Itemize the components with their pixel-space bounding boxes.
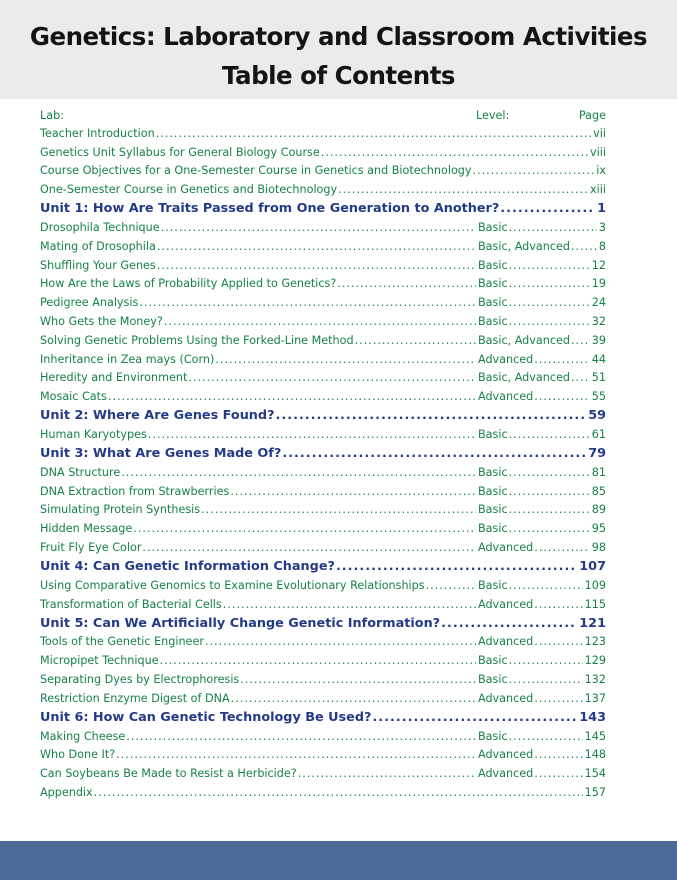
dot-leader — [570, 334, 590, 347]
page-number: viii — [590, 145, 606, 159]
entry-title-leader — [40, 277, 476, 290]
entry-level-leader — [478, 767, 606, 780]
page-number: 1 — [597, 201, 606, 217]
entry-level-leader — [478, 277, 606, 290]
dot-leader — [533, 353, 589, 366]
lab-entry-row[interactable] — [40, 463, 606, 482]
level-label: Basic — [478, 465, 508, 479]
entry-title-leader — [40, 164, 606, 177]
entry-title: Micropipet Technique — [40, 654, 159, 668]
dot-leader — [472, 164, 595, 177]
entry-title-leader — [40, 748, 476, 761]
dot-leader — [214, 353, 476, 366]
entry-title-leader — [40, 201, 606, 216]
entry-title-leader — [40, 485, 476, 498]
entry-title-leader — [40, 259, 476, 272]
entry-title: Simulating Protein Synthesis — [40, 503, 201, 517]
entry-title-leader — [40, 146, 606, 159]
entry-level-leader — [478, 334, 606, 347]
level-label: Basic, Advanced — [478, 371, 570, 385]
dot-leader — [508, 730, 583, 743]
page-number: 8 — [598, 239, 606, 253]
unit-heading-row[interactable] — [40, 708, 606, 727]
entry-level-leader — [478, 598, 606, 611]
entry-title-leader — [40, 673, 476, 686]
toc-entries — [40, 124, 606, 802]
level-label: Advanced — [478, 390, 534, 404]
page-number: 121 — [579, 615, 606, 631]
entry-level-leader — [478, 315, 606, 328]
entry-level-leader — [478, 466, 606, 479]
entry-level-leader — [478, 353, 606, 366]
dot-leader — [337, 183, 588, 196]
entry-level-leader — [478, 654, 606, 667]
page-number: 55 — [591, 390, 606, 404]
entry-title-leader — [40, 334, 476, 347]
dot-leader — [570, 240, 597, 253]
dot-leader — [508, 315, 590, 328]
entry-level-leader — [478, 390, 606, 403]
dot-leader — [107, 390, 476, 403]
lab-entry-row[interactable] — [40, 670, 606, 689]
dot-leader — [533, 635, 582, 648]
lab-entry-row[interactable] — [40, 538, 606, 557]
entry-title: Heredity and Environment — [40, 371, 188, 385]
dot-leader — [508, 428, 590, 441]
entry-title-leader — [40, 466, 476, 479]
dot-leader — [204, 635, 476, 648]
entry-title-leader — [40, 315, 476, 328]
lab-entry-row[interactable] — [40, 369, 606, 388]
entry-title: Course Objectives for a One-Semester Course in Genetics and Biotechnology — [40, 164, 472, 178]
lab-entry-row[interactable] — [40, 331, 606, 350]
unit-title: Unit 6: How Can Genetic Technology Be Used? — [40, 709, 372, 725]
level-label: Basic — [478, 258, 508, 272]
entry-title: Mating of Drosophila — [40, 239, 156, 253]
entry-title-leader — [40, 541, 476, 554]
page-number: 12 — [591, 258, 606, 272]
lab-entry-row[interactable] — [40, 350, 606, 369]
unit-heading-row[interactable] — [40, 406, 606, 425]
page-number: 132 — [584, 673, 606, 687]
entry-title-leader — [40, 353, 476, 366]
page-number: 107 — [579, 558, 606, 574]
entry-title-leader — [40, 730, 476, 743]
page-number: 51 — [591, 371, 606, 385]
front-matter-row[interactable] — [40, 162, 606, 181]
dot-leader — [200, 503, 476, 516]
entry-title: Making Cheese — [40, 729, 126, 743]
entry-title-leader — [40, 446, 606, 461]
lab-entry-row[interactable] — [40, 387, 606, 406]
footer-band — [0, 841, 677, 880]
page-number: 3 — [598, 221, 606, 235]
entry-title-leader — [40, 371, 476, 384]
page-number: 81 — [591, 465, 606, 479]
page-number: 123 — [584, 635, 606, 649]
entry-level-leader — [478, 259, 606, 272]
entry-title-leader — [40, 240, 476, 253]
dot-leader — [275, 408, 587, 423]
entry-title-leader — [40, 522, 476, 535]
entry-level-leader — [478, 541, 606, 554]
entry-level-leader — [478, 240, 606, 253]
dot-leader — [508, 221, 597, 234]
dot-leader — [138, 296, 476, 309]
dot-leader — [336, 277, 476, 290]
unit-heading-row[interactable] — [40, 614, 606, 633]
title-band — [0, 0, 677, 99]
dot-leader — [155, 127, 591, 140]
entry-title: One-Semester Course in Genetics and Biotechnology — [40, 183, 338, 197]
dot-leader — [508, 259, 590, 272]
dot-leader — [239, 673, 476, 686]
dot-leader — [156, 259, 476, 272]
entry-title: Restriction Enzyme Digest of DNA — [40, 691, 230, 705]
lab-entry-row[interactable] — [40, 595, 606, 614]
level-label: Basic — [478, 578, 508, 592]
page-number: 109 — [584, 578, 606, 592]
dot-leader — [508, 522, 590, 535]
page-number: 32 — [591, 315, 606, 329]
entry-title-leader — [40, 710, 606, 725]
dot-leader — [354, 334, 476, 347]
unit-title: Unit 2: Where Are Genes Found? — [40, 408, 275, 424]
entry-title: Hidden Message — [40, 522, 133, 536]
entry-title: DNA Structure — [40, 465, 121, 479]
level-label: Basic — [478, 315, 508, 329]
page-number: 59 — [588, 408, 606, 424]
entry-title-leader — [40, 390, 476, 403]
entry-title-leader — [40, 408, 606, 423]
level-label: Basic — [478, 277, 508, 291]
page-number: 44 — [591, 352, 606, 366]
lab-entry-row[interactable] — [40, 218, 606, 237]
dot-leader — [508, 654, 583, 667]
entry-title-leader — [40, 579, 476, 592]
dot-leader — [508, 485, 590, 498]
lab-entry-row[interactable] — [40, 519, 606, 538]
entry-level-leader — [478, 692, 606, 705]
page-number: 89 — [591, 503, 606, 517]
unit-title: Unit 1: How Are Traits Passed from One Generation to Another? — [40, 201, 500, 217]
dot-leader — [508, 673, 583, 686]
level-label: Advanced — [478, 691, 534, 705]
front-matter-row[interactable] — [40, 180, 606, 199]
dot-leader — [160, 221, 476, 234]
dot-leader — [508, 466, 590, 479]
dot-leader — [156, 240, 476, 253]
entry-title-leader — [40, 598, 476, 611]
dot-leader — [320, 146, 588, 159]
level-label: Advanced — [478, 597, 534, 611]
dot-leader — [115, 748, 476, 761]
entry-title: Genetics Unit Syllabus for General Biology Course — [40, 145, 320, 159]
level-label: Advanced — [478, 541, 534, 555]
entry-title: Inheritance in Zea mays (Corn) — [40, 352, 215, 366]
front-matter-row[interactable] — [40, 783, 606, 802]
page-number: 115 — [584, 597, 606, 611]
table-of-contents — [40, 106, 606, 802]
dot-leader — [533, 541, 589, 554]
lab-entry-row[interactable] — [40, 256, 606, 275]
entry-level-leader — [478, 503, 606, 516]
entry-level-leader — [478, 579, 606, 592]
page-number: 154 — [584, 767, 606, 781]
entry-title: Separating Dyes by Electrophoresis — [40, 673, 240, 687]
dot-leader — [222, 598, 476, 611]
page-number: 95 — [591, 522, 606, 536]
level-label: Basic — [478, 654, 508, 668]
dot-leader — [132, 522, 476, 535]
entry-title-leader — [40, 296, 476, 309]
entry-level-leader — [478, 748, 606, 761]
dot-leader — [533, 692, 582, 705]
unit-heading-row[interactable] — [40, 557, 606, 576]
entry-title: Teacher Introduction — [40, 126, 155, 140]
front-matter-row[interactable] — [40, 124, 606, 143]
page-number: xiii — [590, 183, 606, 197]
lab-entry-row[interactable] — [40, 633, 606, 652]
page-number: 129 — [584, 654, 606, 668]
entry-title: Can Soybeans Be Made to Resist a Herbicide? — [40, 767, 297, 781]
page-number: 39 — [591, 333, 606, 347]
entry-title: Appendix — [40, 786, 93, 799]
entry-level-leader — [478, 730, 606, 743]
dot-leader — [147, 428, 476, 441]
lab-entry-row[interactable] — [40, 312, 606, 331]
page-number: vii — [593, 126, 606, 140]
lab-entry-row[interactable] — [40, 576, 606, 595]
entry-title: Drosophila Technique — [40, 221, 160, 235]
level-label: Basic — [478, 296, 508, 310]
dot-leader — [93, 786, 583, 799]
front-matter-row[interactable] — [40, 143, 606, 162]
page-number: 145 — [584, 729, 606, 743]
page-number: 148 — [584, 748, 606, 762]
dot-leader — [533, 598, 582, 611]
entry-level-leader — [478, 371, 606, 384]
level-label: Basic, Advanced — [478, 333, 570, 347]
level-label: Basic — [478, 503, 508, 517]
dot-leader — [335, 559, 577, 574]
dot-leader — [163, 315, 476, 328]
lab-column-header: Lab: — [40, 108, 64, 122]
page-number: 143 — [579, 709, 606, 725]
entry-title: How Are the Laws of Probability Applied to Genetics? — [40, 277, 337, 291]
page-number: ix — [596, 164, 606, 178]
page-number: 61 — [591, 428, 606, 442]
dot-leader — [229, 485, 476, 498]
level-label: Advanced — [478, 352, 534, 366]
level-label: Basic — [478, 522, 508, 536]
entry-level-leader — [478, 522, 606, 535]
entry-level-leader — [478, 673, 606, 686]
dot-leader — [499, 201, 595, 216]
level-label: Basic, Advanced — [478, 239, 570, 253]
lab-entry-row[interactable] — [40, 746, 606, 765]
level-column-header: Level: — [476, 108, 510, 122]
dot-leader — [120, 466, 476, 479]
level-label: Advanced — [478, 635, 534, 649]
unit-heading-row[interactable] — [40, 199, 606, 218]
toc-heading: Table of Contents — [221, 61, 455, 90]
entry-title-leader — [40, 654, 476, 667]
entry-title: Using Comparative Genomics to Examine Evolutionary Relationships — [40, 578, 425, 592]
page-number: 24 — [591, 296, 606, 310]
dot-leader — [425, 579, 476, 592]
lab-entry-row[interactable] — [40, 651, 606, 670]
dot-leader — [508, 503, 590, 516]
entry-title: Solving Genetic Problems Using the Forked-Line Method — [40, 333, 354, 347]
entry-title-leader — [40, 616, 606, 631]
dot-leader — [570, 371, 590, 384]
dot-leader — [371, 710, 577, 725]
dot-leader — [508, 277, 590, 290]
entry-title: Tools of the Genetic Engineer — [40, 635, 204, 649]
page-number: 79 — [588, 445, 606, 461]
entry-title: Mosaic Cats — [40, 390, 107, 404]
entry-title: Shuffling Your Genes — [40, 258, 156, 272]
level-label: Basic — [478, 673, 508, 687]
page-number: 137 — [584, 691, 606, 705]
page-number: 85 — [591, 484, 606, 498]
entry-title: Transformation of Bacterial Cells — [40, 597, 222, 611]
level-label: Basic — [478, 221, 508, 235]
lab-entry-row[interactable] — [40, 727, 606, 746]
entry-level-leader — [478, 635, 606, 648]
entry-title-leader — [40, 786, 606, 799]
dot-leader — [159, 654, 476, 667]
entry-level-leader — [478, 221, 606, 234]
entry-title-leader — [40, 183, 606, 196]
entry-level-leader — [478, 428, 606, 441]
dot-leader — [125, 730, 476, 743]
lab-entry-row[interactable] — [40, 293, 606, 312]
entry-title-leader — [40, 559, 606, 574]
entry-title-leader — [40, 692, 476, 705]
dot-leader — [533, 390, 589, 403]
entry-title-leader — [40, 127, 606, 140]
page-column-header: Page — [578, 108, 606, 122]
dot-leader — [440, 616, 577, 631]
entry-title-leader — [40, 635, 476, 648]
level-label: Basic — [478, 729, 508, 743]
document-title: Genetics: Laboratory and Classroom Activities — [29, 22, 648, 51]
entry-title: Human Karyotypes — [40, 428, 147, 442]
entry-level-leader — [478, 296, 606, 309]
entry-title: Who Done It? — [40, 748, 116, 762]
unit-heading-row[interactable] — [40, 444, 606, 463]
lab-entry-row[interactable] — [40, 689, 606, 708]
dot-leader — [508, 579, 583, 592]
dot-leader — [281, 446, 586, 461]
entry-title: Pedigree Analysis — [40, 296, 139, 310]
entry-title: Fruit Fly Eye Color — [40, 541, 142, 555]
page-number: 157 — [584, 786, 606, 799]
dot-leader — [187, 371, 476, 384]
entry-level-leader — [478, 485, 606, 498]
unit-title: Unit 5: Can We Artificially Change Genetic Information? — [40, 615, 441, 631]
column-header-row — [40, 106, 606, 124]
level-label: Basic — [478, 428, 508, 442]
entry-title-leader — [40, 503, 476, 516]
lab-entry-row[interactable] — [40, 237, 606, 256]
dot-leader — [533, 748, 582, 761]
entry-title-leader — [40, 428, 476, 441]
dot-leader — [230, 692, 476, 705]
level-label: Advanced — [478, 748, 534, 762]
entry-title-leader — [40, 221, 476, 234]
unit-title: Unit 4: Can Genetic Information Change? — [40, 558, 335, 574]
level-label: Advanced — [478, 767, 534, 781]
page-number: 98 — [591, 541, 606, 555]
lab-entry-row[interactable] — [40, 275, 606, 294]
unit-title: Unit 3: What Are Genes Made Of? — [40, 445, 282, 461]
level-label: Basic — [478, 484, 508, 498]
dot-leader — [508, 296, 590, 309]
entry-title: Who Gets the Money? — [40, 315, 163, 329]
entry-title: DNA Extraction from Strawberries — [40, 484, 230, 498]
lab-entry-row[interactable] — [40, 425, 606, 444]
page-number: 19 — [591, 277, 606, 291]
dot-leader — [297, 767, 476, 780]
lab-entry-row[interactable] — [40, 482, 606, 501]
lab-entry-row[interactable] — [40, 764, 606, 783]
lab-entry-row[interactable] — [40, 501, 606, 520]
dot-leader — [141, 541, 476, 554]
entry-title-leader — [40, 767, 476, 780]
dot-leader — [533, 767, 582, 780]
